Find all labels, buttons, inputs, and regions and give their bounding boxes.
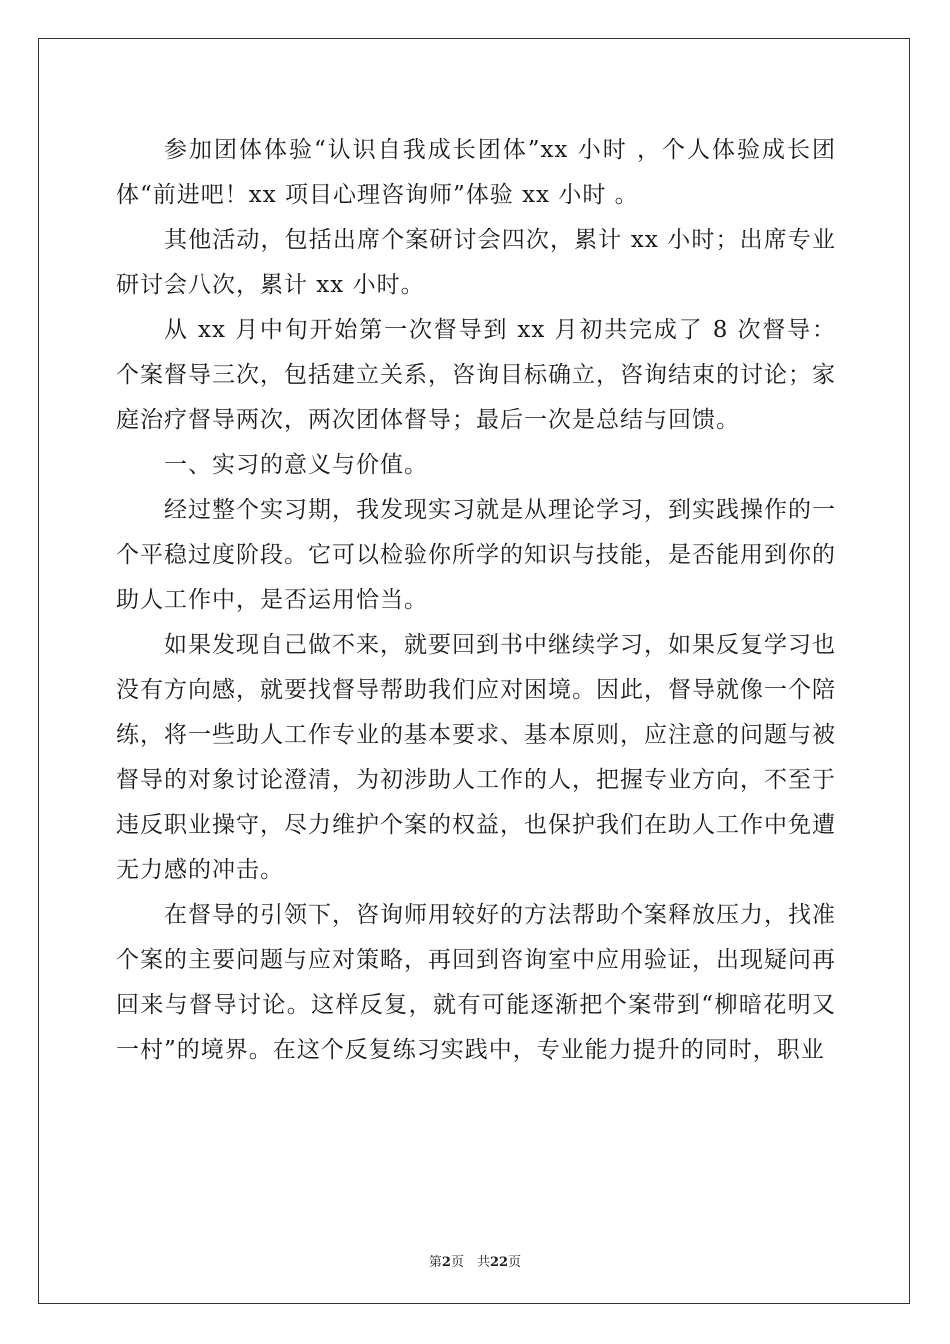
document-body [116, 128, 836, 1073]
section-heading: 一、实习的意义与价值。 [164, 452, 428, 478]
footer-prefix: 第 [428, 1255, 442, 1270]
paragraph: 经过整个实习期，我发现实习就是从理论学习，到实践操作的一个平稳过度阶段。它可以检验你所学的知识与技能，是否能用到你的助人工作中，是否运用恰当。 [116, 497, 836, 613]
page-footer [0, 1251, 950, 1270]
paragraph: 在督导的引领下，咨询师用较好的方法帮助个案释放压力，找准个案的主要问题与应对策略，再回到咨询室中应用验证，出现疑问再回来与督导讨论。这样反复，就有可能逐渐把个案带到“柳暗花明又一村”的境界。在这个反复练习实践中，专业能力提升的同时，职业 [116, 902, 836, 1063]
footer-suffix: 页 [508, 1255, 522, 1270]
paragraph: 参加团体体验“认识自我成长团体”xx 小时 ，个人体验成长团体“前进吧！xx 项目心理咨询师”体验 xx 小时 。 [116, 137, 836, 208]
paragraph: 如果发现自己做不来，就要回到书中继续学习，如果反复学习也没有方向感，就要找督导帮助我们应对困境。因此，督导就像一个陪练，将一些助人工作专业的基本要求、基本原则，应注意的问题与被督导的对象讨论澄清，为初涉助人工作的人，把握专业方向，不至于违反职业操守，尽力维护个案的权益，也保护我们在助人工作中免遭无力感的冲击。 [116, 632, 836, 883]
current-page-number: 2 [441, 1255, 451, 1270]
paragraph: 其他活动，包括出席个案研讨会四次，累计 xx 小时；出席专业研讨会八次，累计 xx 小时。 [116, 227, 836, 298]
total-pages-number: 22 [489, 1255, 509, 1270]
paragraph: 从 xx 月中旬开始第一次督导到 xx 月初共完成了 8 次督导：个案督导三次，包括建立关系，咨询目标确立，咨询结束的讨论；家庭治疗督导两次，两次团体督导；最后一次是总结与回馈。 [116, 317, 836, 433]
footer-middle: 页 共 [450, 1255, 490, 1270]
